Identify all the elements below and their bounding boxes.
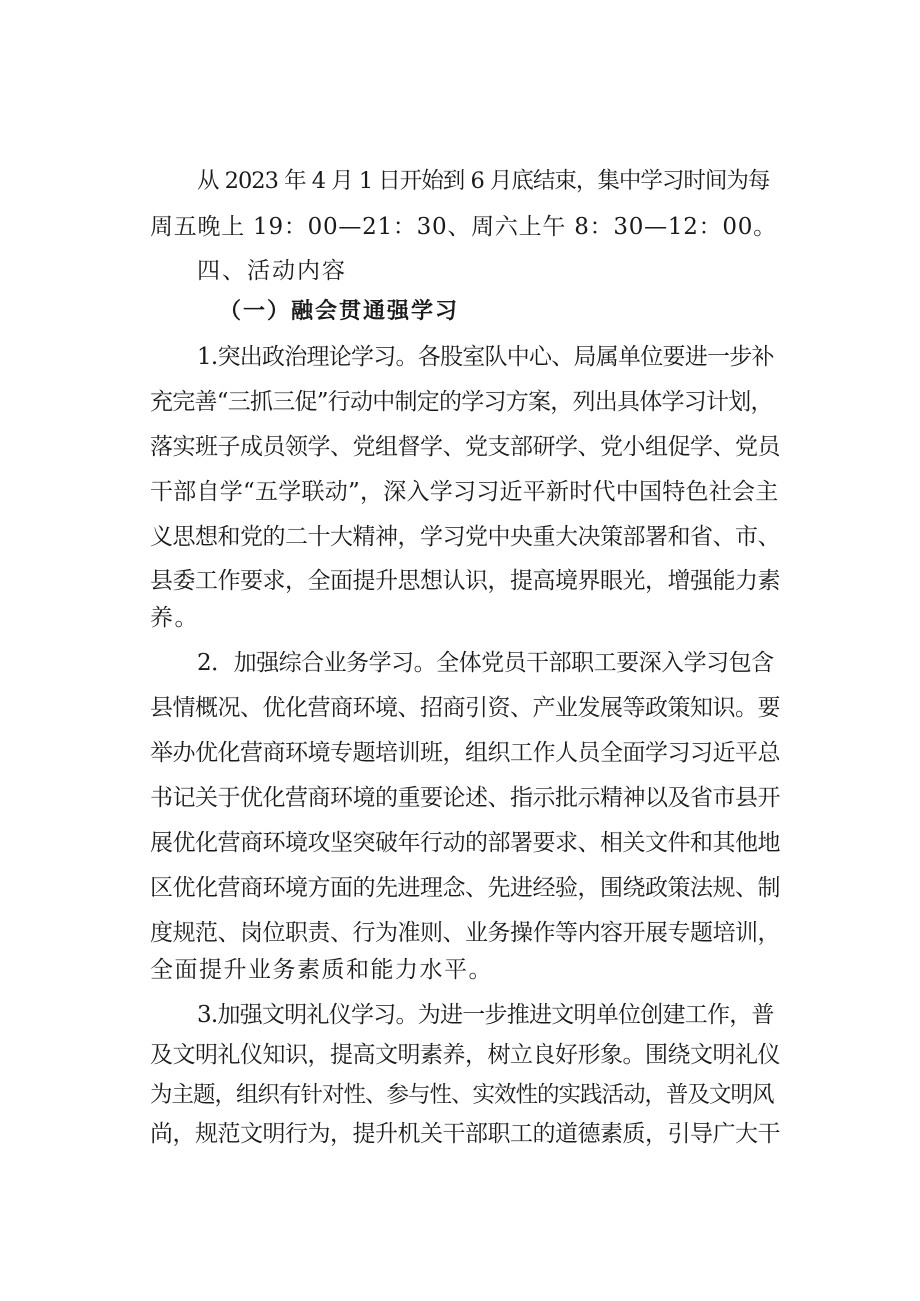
item1-line-7: 养。 — [150, 605, 199, 631]
item1-line-3: 落实班子成员领学、党组督学、党支部研学、党小组促学、党员 — [150, 434, 780, 460]
item1-line-1: 1.突出政治理论学习。各股室队中心、局属单位要进一步补 — [197, 344, 774, 370]
item2-line-5: 展优化营商环境攻坚突破年行动的部署要求、相关文件和其他地 — [150, 830, 780, 856]
item1-line-6: 县委工作要求，全面提升思想认识，提高境界眼光，增强能力素 — [150, 568, 780, 594]
item2-line-1: 2．加强综合业务学习。全体党员干部职工要深入学习包含 — [197, 650, 774, 676]
item2-line-6: 区优化营商环境方面的先进理念、先进经验，围绕政策法规、制 — [150, 875, 780, 901]
item1-line-4: 干部自学“五学联动”，深入学习习近平新时代中国特色社会主 — [150, 479, 779, 505]
item2-line-2: 县情概况、优化营商环境、招商引资、产业发展等政策知识。要 — [150, 695, 780, 721]
item3-line-2: 及文明礼仪知识，提高文明素养，树立良好形象。围绕文明礼仪 — [150, 1042, 780, 1068]
item3-line-3: 为主题，组织有针对性、参与性、实效性的实践活动，普及文明风 — [150, 1082, 774, 1108]
section-four-heading: 四、活动内容 — [197, 258, 347, 284]
item2-line-3: 举办优化营商环境专题培训班，组织工作人员全面学习习近平总 — [150, 740, 780, 766]
subsection-one-heading: （一）融会贯通强学习 — [219, 299, 460, 324]
item1-line-2: 充完善“三抓三促”行动中制定的学习方案，列出具体学习计划， — [150, 389, 773, 415]
schedule-line-2: 周五晚上 19：00—21：30、周六上午 8：30—12：00。 — [150, 214, 777, 240]
item1-line-5: 义思想和党的二十大精神，学习党中央重大决策部署和省、市、 — [150, 524, 780, 550]
item2-line-8: 全面提升业务素质和能力水平。 — [150, 957, 493, 983]
schedule-line-1: 从 2023 年 4 月 1 日开始到 6 月底结束，集中学习时间为每 — [197, 168, 770, 194]
item3-line-1: 3.加强文明礼仪学习。为进一步推进文明单位创建工作，普 — [197, 1002, 774, 1028]
item3-line-4: 尚，规范文明行为，提升机关干部职工的道德素质，引导广大干 — [150, 1121, 780, 1147]
item2-line-7: 度规范、岗位职责、行为准则、业务操作等内容开展专题培训， — [150, 920, 780, 946]
item2-line-4: 书记关于优化营商环境的重要论述、指示批示精神以及省市县开 — [150, 785, 780, 811]
